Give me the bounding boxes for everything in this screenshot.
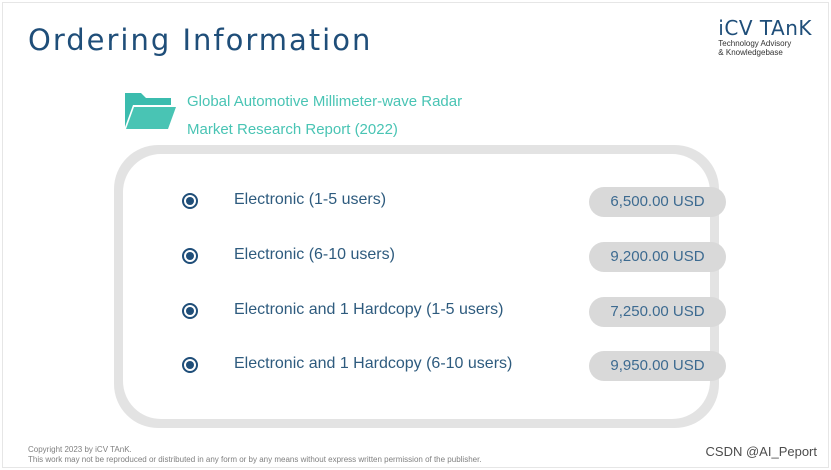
- copyright-line-1: Copyright 2023 by iCV TAnK.: [28, 445, 132, 454]
- price-badge: 7,250.00 USD: [589, 297, 726, 327]
- option-label: Electronic (6-10 users): [234, 246, 395, 263]
- price-badge: 9,950.00 USD: [589, 351, 726, 381]
- radio-button[interactable]: [182, 357, 198, 373]
- option-row[interactable]: [182, 187, 705, 219]
- copyright-line-2: This work may not be reproduced or distributed in any form or by any means without express written permission of the publisher.: [28, 455, 482, 464]
- slide: [3, 3, 828, 467]
- report-title-line-1: Global Automotive Millimeter-wave Radar: [187, 93, 463, 110]
- option-row[interactable]: [182, 297, 705, 329]
- ordering-options-panel: [114, 145, 719, 428]
- logo-name: iCV TAnK: [718, 16, 812, 40]
- ordering-options-inner: [123, 154, 710, 419]
- folder-icon: [123, 91, 177, 131]
- option-label: Electronic and 1 Hardcopy (1-5 users): [234, 301, 504, 318]
- price-badge: 6,500.00 USD: [589, 187, 726, 217]
- logo-tagline-1: Technology Advisory: [718, 39, 792, 48]
- radio-button[interactable]: [182, 193, 198, 209]
- option-row[interactable]: [182, 351, 705, 383]
- logo-tagline-2: & Knowledgebase: [718, 48, 783, 57]
- brand-logo: [718, 17, 812, 57]
- option-row[interactable]: [182, 242, 705, 274]
- report-title-line-2: Market Research Report (2022): [187, 121, 398, 138]
- option-label: Electronic and 1 Hardcopy (6-10 users): [234, 355, 513, 372]
- watermark: CSDN @AI_Peport: [705, 444, 817, 459]
- option-label: Electronic (1-5 users): [234, 191, 387, 208]
- copyright-footer: [28, 445, 482, 465]
- report-title: [187, 88, 567, 144]
- price-badge: 9,200.00 USD: [589, 242, 726, 272]
- page-title: Ordering Information: [28, 23, 373, 57]
- radio-button[interactable]: [182, 303, 198, 319]
- radio-button[interactable]: [182, 248, 198, 264]
